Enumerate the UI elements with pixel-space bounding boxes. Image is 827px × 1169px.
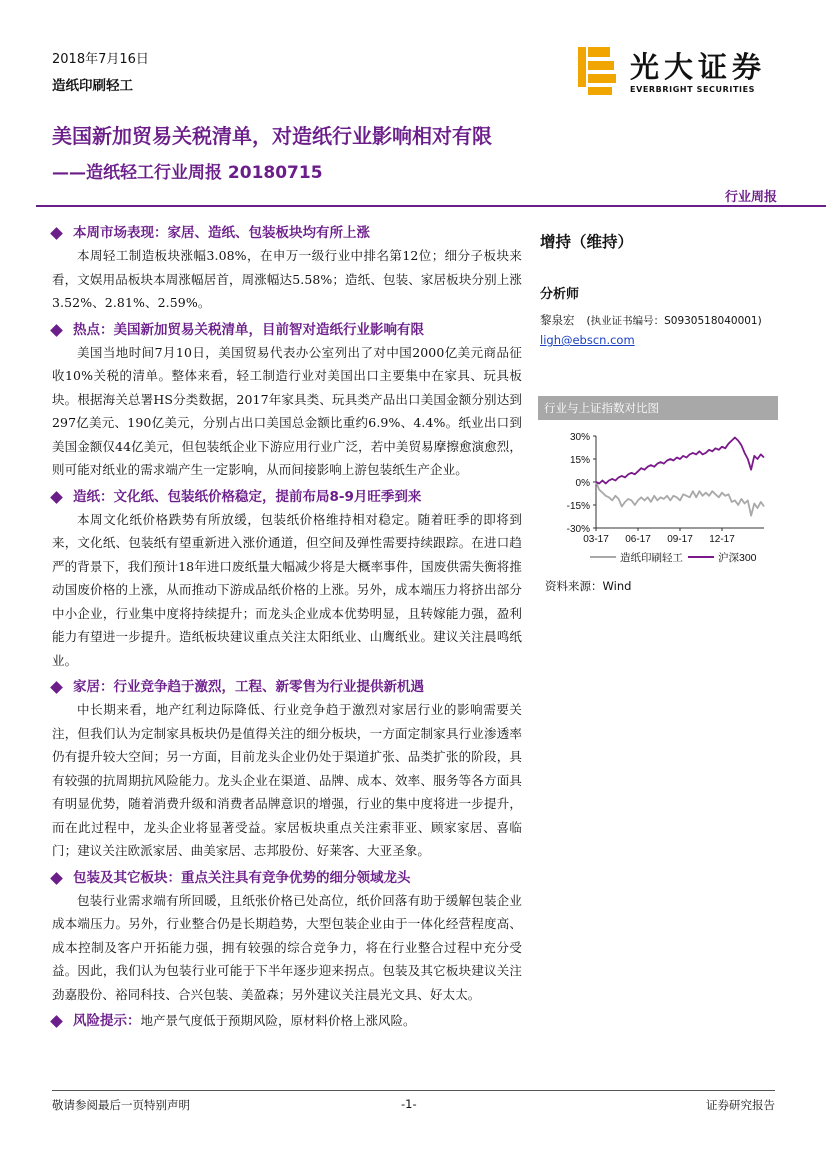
header-divider — [36, 205, 826, 207]
section-body: 美国当地时间7月10日，美国贸易代表办公室列出了对中国2000亿美元商品征收10%关税的清单。整体来看，轻工制造行业对美国出口主要集中在家具、玩具板块。根据海关总署HS分类数据，2017年家具类、玩具类产品出口美国金额分别达到297亿美元、190亿美元，分别占出口美国总金额比重约6.9%、4.4%。纸业出口到美国金额仅44亿美元，但包装纸企业下游应用行业广泛，若中美贸易摩擦愈演愈烈，则可能对纸业的需求端产生一定影响，从而间接影响上游包装纸生产企业。 — [52, 344, 522, 477]
rating: 增持（维持） — [540, 233, 634, 251]
industry-series-line — [596, 482, 764, 516]
x-tick-label: 12-17 — [709, 534, 735, 545]
diamond-bullet-icon — [50, 491, 63, 504]
comparison-chart — [538, 424, 778, 574]
y-tick-label: 30% — [569, 432, 590, 443]
y-tick-label: -15% — [566, 501, 590, 512]
company-logo — [578, 43, 778, 99]
report-date: 2018年7月16日 — [52, 52, 149, 67]
section-heading: 包装及其它板块：重点关注具有竞争优势的细分领域龙头 — [50, 867, 522, 889]
y-tick-label: 0% — [575, 478, 590, 489]
logo-chinese-name: 光大证券 — [630, 50, 767, 84]
chart-title: 行业与上证指数对比图 — [538, 396, 778, 420]
section-body: 中长期来看，地产红利边际降低、行业竞争趋于激烈对家居行业的影响需要关注，但我们认为定制家具板块仍是值得关注的细分板块，一方面定制家具行业渗透率仍有提升较大空间；另一方面，目前龙头企业仍处于渠道扩张、品类扩张的阶段，具有较强的抗周期抗风险能力。龙头企业在渠道、品牌、成本、效率、服务等各方面具有明显优势，随着消费升级和消费者品牌意识的增强，行业的集中度将进一步提升，而在此过程中，龙头企业将显著受益。家居板块重点关注索菲亚、顾家家居、喜临门；建议关注欧派家居、曲美家居、志邦股份、好莱客、大亚圣象。 — [52, 702, 522, 858]
diamond-bullet-icon — [50, 1015, 63, 1028]
report-title: 美国新加贸易关税清单，对造纸行业影响相对有限 — [52, 124, 492, 148]
section-hotspot — [52, 319, 522, 482]
legend-label-industry: 造纸印刷轻工 — [620, 552, 683, 564]
report-type: 行业周报 — [724, 190, 777, 205]
x-tick-label: 03-17 — [583, 534, 609, 545]
logo-mark-icon — [578, 47, 622, 95]
section-heading: 家居：行业竞争趋于激烈，工程、新零售为行业提供新机遇 — [50, 676, 522, 698]
footer-divider — [52, 1090, 775, 1091]
section-market — [52, 222, 522, 315]
analyst-email-link[interactable]: ligh@ebscn.com — [540, 333, 635, 347]
section-heading: 造纸：文化纸、包装纸价格稳定，提前布局8-9月旺季到来 — [50, 486, 522, 508]
page-number: -1- — [401, 1097, 417, 1111]
footer-disclaimer: 敬请参阅最后一页特别声明 — [52, 1098, 190, 1112]
x-tick-label: 09-17 — [667, 534, 693, 545]
risk-label: 风险提示： — [73, 1013, 141, 1029]
footer-label: 证券研究报告 — [706, 1098, 775, 1112]
diamond-bullet-icon — [50, 681, 63, 694]
analyst-name: 黎泉宏 — [540, 313, 575, 327]
main-column — [52, 222, 522, 1032]
report-subtitle: ——造纸轻工行业周报 20180715 — [52, 163, 323, 183]
y-tick-label: -30% — [566, 524, 590, 535]
chart-source: 资料来源：Wind — [545, 579, 632, 593]
section-furniture — [52, 676, 522, 863]
diamond-bullet-icon — [50, 872, 63, 885]
analyst-info — [540, 312, 762, 328]
section-body: 本周文化纸价格跌势有所放缓，包装纸价格维持相对稳定。随着旺季的即将到来，文化纸、包装纸有望重新进入涨价通道，但空间及弹性需要持续跟踪。在进口趋严的背景下，我们预计18年进口废纸量大幅减少将是大概率事件，国废供需失衡将推动国废价格的上涨，从而推动下游成品纸价格的上涨。另外，成本端压力将挤出部分中小企业，行业集中度将持续提升；而龙头企业成本优势明显，且转嫁能力强，盈利能力有望进一步提升。造纸板块建议重点关注太阳纸业、山鹰纸业。建议关注晨鸣纸业。 — [52, 511, 522, 668]
diamond-bullet-icon — [50, 227, 63, 240]
section-body: 本周轻工制造板块涨幅3.08%，在申万一级行业中排名第12位；细分子板块来看，文娱用品板块本周涨幅居首，周涨幅达5.58%；造纸、包装、家居板块分别上涨3.52%、2.81%、2.59%。 — [52, 248, 522, 310]
y-tick-label: 15% — [569, 455, 590, 466]
sector-name: 造纸印刷轻工 — [52, 78, 133, 94]
index-series-line — [596, 438, 764, 484]
analyst-heading: 分析师 — [540, 287, 580, 302]
chart-canvas — [538, 424, 778, 574]
section-paper — [52, 486, 522, 673]
diamond-bullet-icon — [50, 324, 63, 337]
x-tick-label: 06-17 — [625, 534, 651, 545]
section-heading: 本周市场表现：家居、造纸、包装板块均有所上涨 — [50, 222, 522, 244]
risk-text: 地产景气度低于预期风险，原材料价格上涨风险。 — [140, 1013, 416, 1028]
analyst-license: (执业证书编号：S0930518040001) — [586, 315, 762, 327]
section-heading: 热点：美国新加贸易关税清单，目前智对造纸行业影响有限 — [50, 319, 522, 341]
legend-label-index: 沪深300 — [718, 552, 757, 564]
section-packaging — [52, 867, 522, 1007]
risk-warning — [50, 1010, 522, 1032]
section-body: 包装行业需求端有所回暖，且纸张价格已处高位，纸价回落有助于缓解包装企业成本端压力。另外，行业整合仍是长期趋势，大型包装企业由于一体化经营程度高、成本控制及客户开拓能力强，拥有较强的综合竞争力，将在行业整合过程中充分受益。因此，我们认为包装行业可能于下半年逐步迎来拐点。包装及其它板块建议关注劲嘉股份、裕同科技、合兴包装、美盈森；另外建议关注晨光文具、好太太。 — [52, 892, 522, 1002]
logo-english-name: EVERBRIGHT SECURITIES — [630, 85, 756, 94]
